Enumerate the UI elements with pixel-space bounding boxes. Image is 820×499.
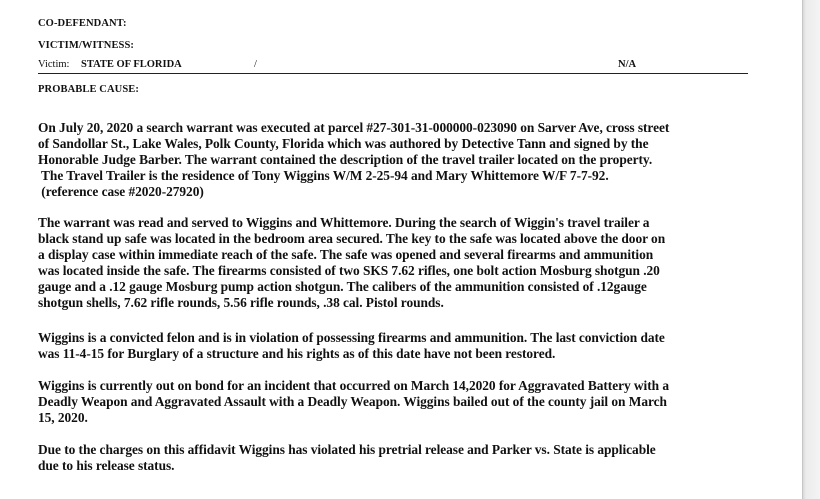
victim-name: STATE OF FLORIDA	[81, 59, 182, 70]
paragraph-line: a display case within immediate reach of the safe. The safe was opened and several firearms and ammunition	[38, 247, 654, 262]
probable-cause-label: PROBABLE CAUSE:	[38, 84, 139, 95]
paragraph-line: Wiggins is a convicted felon and is in violation of possessing firearms and ammunition. The last conviction date	[38, 330, 665, 345]
co-defendant-label: CO-DEFENDANT:	[38, 18, 127, 29]
victim-row	[38, 58, 748, 74]
paragraph-line: Wiggins is currently out on bond for an incident that occurred on March 14,2020 for Aggravated Battery with a	[38, 378, 669, 393]
paragraph-line: On July 20, 2020 a search warrant was executed at parcel #27-301-31-000000-023090 on Sarver Ave, cross street	[38, 120, 670, 135]
paragraph-line: Due to the charges on this affidavit Wiggins has violated his pretrial release and Parker vs. State is applicable	[38, 442, 656, 457]
paragraph-line: 15, 2020.	[38, 410, 88, 425]
paragraph-line: of Sandollar St., Lake Wales, Polk County, Florida which was authored by Detective Tann and signed by the	[38, 136, 649, 151]
paragraph-line: was 11-4-15 for Burglary of a structure and his rights as of this date have not been restored.	[38, 346, 556, 361]
victim-label: Victim:	[38, 59, 70, 70]
paragraph-convicted-felon	[38, 330, 758, 362]
paragraph-line: Honorable Judge Barber. The warrant contained the description of the travel trailer located on the property.	[38, 152, 653, 167]
paragraph-bond-status	[38, 378, 758, 426]
victim-value: N/A	[618, 59, 637, 70]
paragraph-search-warrant	[38, 120, 758, 200]
paragraph-line: was located inside the safe. The firearms consisted of two SKS 7.62 rifles, one bolt action Mosburg shotgun .20	[38, 263, 660, 278]
victim-witness-label: VICTIM/WITNESS:	[38, 40, 135, 51]
paragraph-line: shotgun shells, 7.62 rifle rounds, 5.56 rifle rounds, .38 cal. Pistol rounds.	[38, 295, 444, 310]
paragraph-pretrial-release	[38, 442, 758, 474]
paragraph-line: (reference case #2020-27920)	[38, 184, 204, 199]
paragraph-line: gauge and a .12 gauge Mosburg pump action shotgun. The calibers of the ammunition consisted of .12gauge	[38, 279, 647, 294]
paragraph-line: The Travel Trailer is the residence of Tony Wiggins W/M 2-25-94 and Mary Whittemore W/F 7-7-92.	[38, 168, 609, 183]
paragraph-warrant-served	[38, 215, 758, 311]
paragraph-line: black stand up safe was located in the bedroom area secured. The key to the safe was located above the door on	[38, 231, 666, 246]
paragraph-line: Deadly Weapon and Aggravated Assault with a Deadly Weapon. Wiggins bailed out of the county jail on March	[38, 394, 667, 409]
paragraph-line: The warrant was read and served to Wiggins and Whittemore. During the search of Wiggin's travel trailer a	[38, 215, 650, 230]
victim-separator: /	[254, 59, 257, 70]
paragraph-line: due to his release status.	[38, 458, 175, 473]
page-edge-shadow	[802, 0, 820, 499]
